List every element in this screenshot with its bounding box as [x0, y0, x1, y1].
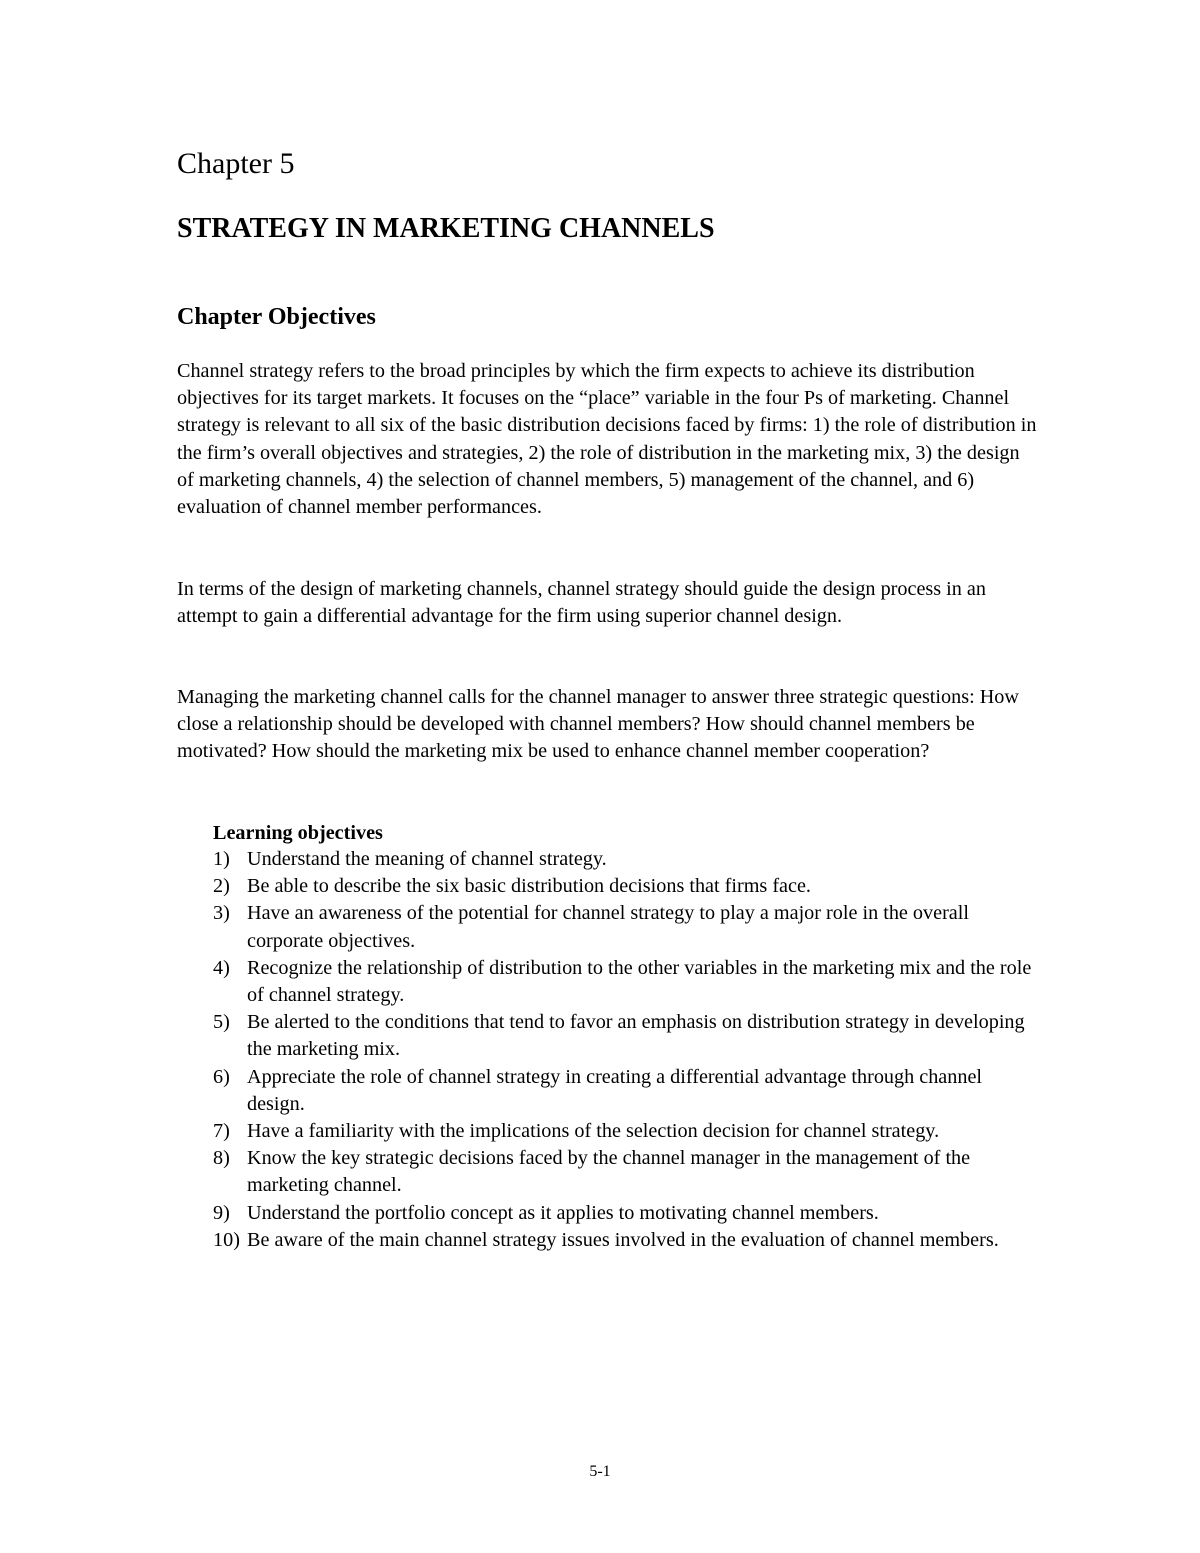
list-item — [213, 1009, 1033, 1063]
list-item — [213, 1145, 1033, 1199]
list-item — [213, 1118, 1033, 1145]
learning-objectives-heading: Learning objectives — [213, 822, 383, 844]
list-item-number: 4) — [213, 956, 230, 979]
list-item-number: 1) — [213, 848, 230, 870]
list-item-text: Be alerted to the conditions that tend to favor an emphasis on distribution strategy in developing the marketing mix. — [247, 1011, 1025, 1061]
list-item-text: Understand the portfolio concept as it applies to motivating channel members. — [247, 1201, 879, 1224]
list-item — [213, 873, 1033, 900]
list-item-number: 6) — [213, 1065, 230, 1088]
list-item-number: 2) — [213, 875, 230, 898]
learning-objectives-section — [213, 820, 1033, 1254]
list-item-number: 5) — [213, 1011, 230, 1034]
list-item-text: Appreciate the role of channel strategy in creating a differential advantage through channel design. — [247, 1065, 983, 1115]
chapter-label: Chapter 5 — [177, 147, 295, 180]
list-item-text: Know the key strategic decisions faced by the channel manager in the management of the marketing channel. — [247, 1147, 971, 1197]
list-item — [213, 1064, 1033, 1118]
list-item — [213, 846, 1033, 873]
list-item — [213, 955, 1033, 1009]
list-item-number: 7) — [213, 1120, 230, 1143]
objectives-paragraph-2: In terms of the design of marketing channels, channel strategy should guide the design process in an attempt to gain a differential advantage for the firm using superior channel design. — [177, 578, 986, 628]
list-item-text: Be able to describe the six basic distribution decisions that firms face. — [247, 875, 811, 898]
document-title: STRATEGY IN MARKETING CHANNELS — [177, 213, 715, 244]
objectives-paragraph-1: Channel strategy refers to the broad principles by which the firm expects to achieve its distribution objectives for its target markets. It focuses on the “place” variable in the four Ps of marketing. Channel strategy is relevant to all six of the basic distribution decisions faced by firms: 1) the role of distribution in the firm’s overall objectives and strategies, 2) the role of distribution in the marketing mix, 3) the design of marketing channels, 4) the selection of channel members, 5) management of the channel, and 6) evaluation of channel member performances. — [177, 360, 1037, 519]
list-item-text: Have an awareness of the potential for channel strategy to play a major role in the overall corporate objectives. — [247, 902, 969, 952]
list-item-number: 8) — [213, 1147, 230, 1170]
list-item — [213, 1227, 1033, 1254]
section-heading-chapter-objectives: Chapter Objectives — [177, 304, 376, 330]
list-item — [213, 1200, 1033, 1227]
learning-objectives-list — [213, 846, 1033, 1254]
list-item — [213, 900, 1033, 954]
objectives-paragraph-3: Managing the marketing channel calls for the channel manager to answer three strategic questions: How close a relationship should be developed with channel members? How should channel members be motivated? How should the marketing mix be used to enhance channel member cooperation? — [177, 686, 1019, 763]
list-item-number: 10) — [213, 1228, 240, 1251]
list-item-text: Recognize the relationship of distribution to the other variables in the marketing mix and the role of channel strategy. — [247, 956, 1032, 1007]
list-item-number: 9) — [213, 1201, 230, 1224]
list-item-text: Understand the meaning of channel strategy. — [247, 848, 607, 870]
page-number: 5-1 — [589, 1463, 611, 1480]
list-item-text: Be aware of the main channel strategy issues involved in the evaluation of channel members. — [247, 1228, 999, 1251]
list-item-number: 3) — [213, 902, 230, 925]
list-item-text: Have a familiarity with the implications of the selection decision for channel strategy. — [247, 1120, 940, 1143]
